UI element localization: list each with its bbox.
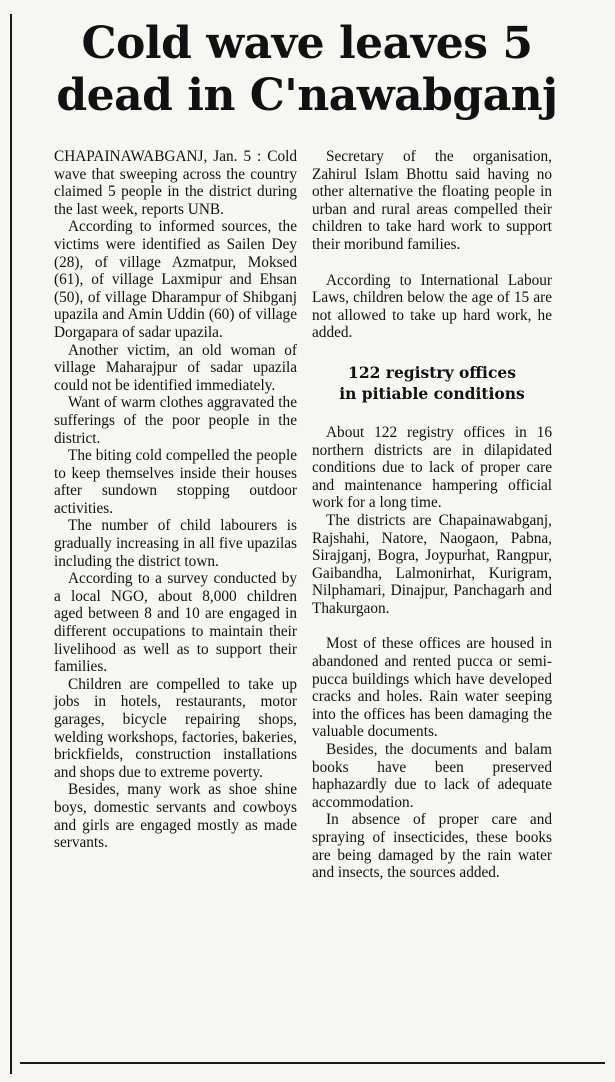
subheadline-line-2: in pitiable conditions [339, 383, 525, 403]
bottom-rule [20, 1062, 605, 1064]
paragraph: CHAPAINAWABGANJ, Jan. 5 : Cold wave that sweeping across the country claimed 5 people in the district during the last week, reports UNB. [54, 148, 297, 218]
paragraph: Most of these offices are housed in abandoned and rented pucca or semi-pucca buildings which have developed cracks and holes. Rain water seeping into the offices has been damaging the valuable documents. [312, 635, 552, 741]
headline [22, 18, 592, 122]
paragraph: Another victim, an old woman of village Maharajpur of sadar upazila could not be identified immediately. [54, 341, 297, 394]
paragraph: Want of warm clothes aggravated the sufferings of the poor people in the district. [54, 394, 297, 447]
paragraph: In absence of proper care and spraying of insecticides, these books are being damaged by the rain water and insects, the sources added. [312, 811, 552, 882]
paragraph: The number of child labourers is gradually increasing in all five upazilas including the district town. [54, 517, 297, 570]
paragraph: According to a survey conducted by a local NGO, about 8,000 children aged between 8 and 10 are engaged in different occupations to maintain their livelihood as well as to support their families. [54, 570, 297, 676]
paragraph: Besides, many work as shoe shine boys, domestic servants and cowboys and girls are engaged mostly as made servants. [54, 781, 297, 852]
subheadline [312, 362, 552, 404]
paragraph: The districts are Chapainawabganj, Rajshahi, Natore, Naogaon, Pabna, Sirajganj, Bogra, Joypurhat, Rangpur, Gaibandha, Lalmonirhat, Kurigram, Nilphamari, Dinajpur, Panchagarh and Thakurgaon. [312, 511, 552, 617]
subheadline-line-1: 122 registry offices [348, 362, 516, 382]
left-edge-rule [10, 14, 12, 1074]
paragraph: The biting cold compelled the people to keep themselves inside their houses after sundown stopping outdoor activities. [54, 447, 297, 517]
paragraph: According to informed sources, the victims were identified as Sailen Dey (28), of village Azmatpur, Moksed (61), of village Laxmipur and Ehsan (50), of village Dharampur of Shibganj upazila and Amin Uddin (60) of village Dorgapara of sadar upazila. [54, 218, 297, 341]
paragraph: According to International Labour Laws, children below the age of 15 are not allowed to take up hard work, he added. [312, 271, 552, 342]
left-column [54, 148, 297, 852]
paragraph: Children are compelled to take up jobs in hotels, restaurants, motor garages, bicycle repairing shops, welding workshops, factories, bakeries, brickfields, construction installations and shops due to extreme poverty. [54, 675, 297, 781]
paragraph: Secretary of the organisation, Zahirul Islam Bhottu said having no other alternative the floating people in urban and rural areas compelled their children to take hard work to support their moribund families. [312, 148, 552, 253]
right-column [312, 148, 552, 882]
headline-line-2: dead in C'nawabganj [56, 70, 558, 121]
paragraph: About 122 registry offices in 16 northern districts are in dilapidated conditions due to lack of proper care and maintenance hampering official work for a long time. [312, 423, 552, 512]
paragraph: Besides, the documents and balam books have been preserved haphazardly due to lack of adequate accommodation. [312, 741, 552, 811]
headline-line-1: Cold wave leaves 5 [81, 18, 533, 69]
